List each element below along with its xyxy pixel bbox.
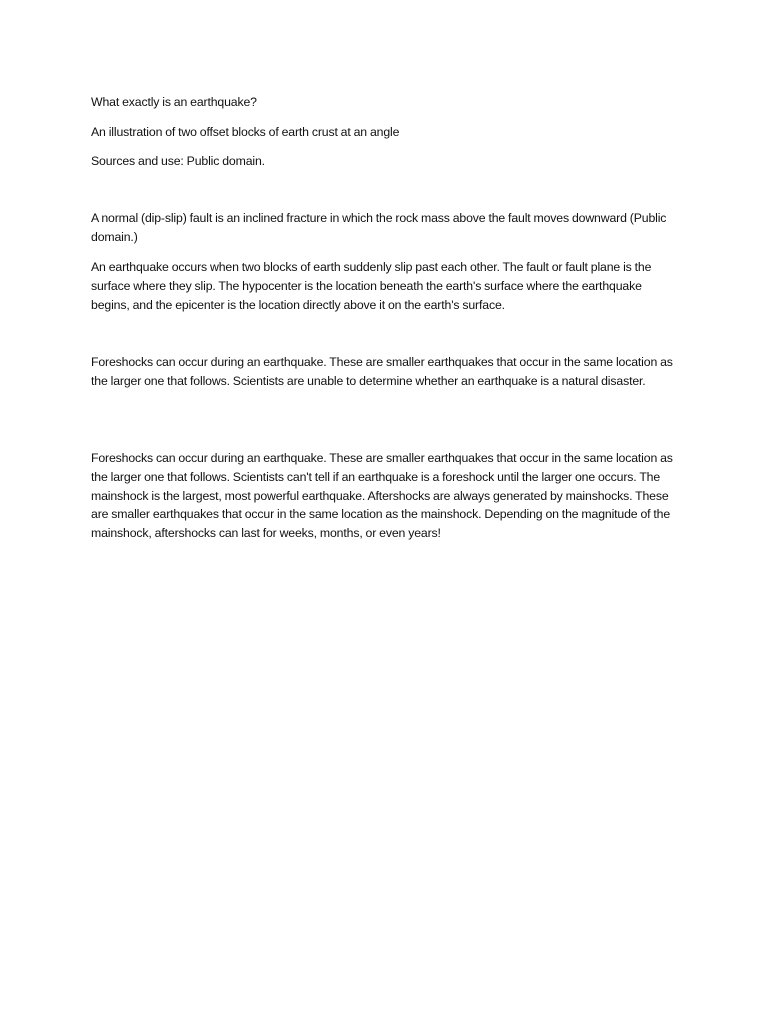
image-source-note: Sources and use: Public domain. — [91, 154, 265, 168]
foreshocks-aftershocks-paragraph: Foreshocks can occur during an earthquake. These are smaller earthquakes that occur in the same location as the larger one that follows. Scientists can't tell if an earthquake is a foreshock until the larger one occurs. The mainshock is the largest, most powerful earthquake. Aftershocks are always generated by mainshocks. These are smaller earthquakes that occur in the same location as the mainshock. Depending on the magnitude of the mainshock, aftershocks can last for weeks, months, or even years! — [91, 451, 673, 541]
foreshocks-paragraph-short: Foreshocks can occur during an earthquake. These are smaller earthquakes that occur in the same location as the larger one that follows. Scientists are unable to determine whether an earthquake is a natural disaster. — [91, 355, 673, 388]
document-title: What exactly is an earthquake? — [91, 95, 257, 109]
fault-description-paragraph: A normal (dip-slip) fault is an inclined fracture in which the rock mass above the fault moves downward (Public domain.) — [91, 211, 667, 244]
earthquake-definition-paragraph: An earthquake occurs when two blocks of earth suddenly slip past each other. The fault or fault plane is the surface where they slip. The hypocenter is the location beneath the earth's surface where the earthquake begins, and the epicenter is the location directly above it on the earth's surface. — [91, 260, 652, 312]
image-caption: An illustration of two offset blocks of earth crust at an angle — [91, 125, 400, 139]
